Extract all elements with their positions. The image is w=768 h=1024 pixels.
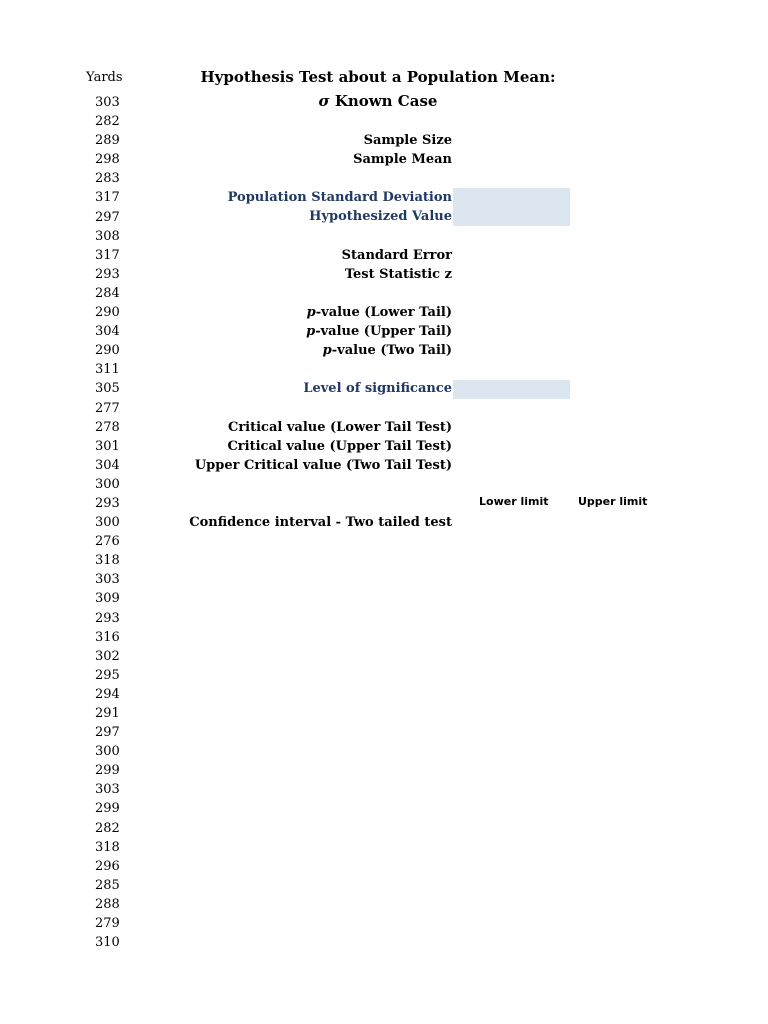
critical-upper-label: Critical value (Upper Tail Test) xyxy=(227,439,452,454)
subtitle-text: Known Case xyxy=(329,92,438,110)
page-subtitle xyxy=(160,92,596,110)
yards-value: 293 xyxy=(95,610,120,626)
confidence-interval-label: Confidence interval - Two tailed test xyxy=(189,515,452,530)
yards-value: 304 xyxy=(95,457,120,473)
sigma-symbol: σ xyxy=(318,92,330,110)
yards-value: 309 xyxy=(95,591,120,607)
yards-value: 304 xyxy=(95,324,120,340)
yards-value: 316 xyxy=(95,629,120,645)
yards-value: 317 xyxy=(95,190,120,206)
yards-value: 295 xyxy=(95,667,120,683)
critical-two-upper-label: Upper Critical value (Two Tail Test) xyxy=(194,458,452,473)
yards-value: 290 xyxy=(95,305,120,321)
yards-value: 303 xyxy=(95,95,120,110)
yards-value: 299 xyxy=(95,801,120,817)
standard-error-label: Standard Error xyxy=(341,248,452,263)
yards-value: 289 xyxy=(95,133,120,149)
yards-value: 305 xyxy=(95,381,120,397)
yards-value: 291 xyxy=(95,706,120,721)
yards-value: 290 xyxy=(95,343,120,359)
critical-lower-label: Critical value (Lower Tail Test) xyxy=(227,420,452,435)
p-value-two-label xyxy=(323,341,452,360)
yards-value: 284 xyxy=(95,285,120,301)
level-of-significance-label: Level of significance xyxy=(303,381,452,396)
yards-value: 293 xyxy=(95,266,120,282)
p-italic: p xyxy=(306,324,316,339)
yards-value: 302 xyxy=(95,648,120,664)
yards-value: 277 xyxy=(95,400,120,416)
yards-value: 301 xyxy=(95,438,120,454)
hypothesized-value-label: Hypothesized Value xyxy=(309,209,452,224)
yards-value: 297 xyxy=(95,209,120,225)
yards-value: 296 xyxy=(95,858,120,874)
yards-value: 318 xyxy=(95,839,120,855)
yards-value: 308 xyxy=(95,228,120,244)
yards-value: 318 xyxy=(95,553,120,569)
page-title: Hypothesis Test about a Population Mean: xyxy=(200,68,556,86)
yards-value: 311 xyxy=(95,362,120,378)
upper-limit-header: Upper limit xyxy=(578,495,648,508)
p-value-upper-label xyxy=(306,322,452,341)
lower-limit-header: Lower limit xyxy=(479,495,549,508)
yards-value: 297 xyxy=(95,725,120,741)
p-value-lower-text: -value (Lower Tail) xyxy=(315,305,452,320)
yards-value: 303 xyxy=(95,572,120,588)
sample-size-label: Sample Size xyxy=(363,133,452,148)
population-std-dev-label: Population Standard Deviation xyxy=(227,190,452,205)
yards-data-list xyxy=(95,93,120,952)
test-statistic-label: Test Statistic z xyxy=(344,267,452,282)
yards-value: 299 xyxy=(95,763,120,779)
p-italic: p xyxy=(306,305,316,320)
yards-value: 294 xyxy=(95,686,120,702)
yards-value: 283 xyxy=(95,171,120,187)
yards-value: 288 xyxy=(95,896,120,912)
yards-value: 293 xyxy=(95,495,120,511)
yards-value: 298 xyxy=(95,152,120,168)
yards-value: 300 xyxy=(95,744,120,760)
level-of-significance-input-cell[interactable] xyxy=(453,380,570,399)
yards-value: 303 xyxy=(95,782,120,798)
population-std-dev-input-cells[interactable] xyxy=(453,188,570,226)
yards-value: 276 xyxy=(95,534,120,550)
yards-value: 282 xyxy=(95,820,120,836)
yards-value: 285 xyxy=(95,877,120,893)
sample-mean-label: Sample Mean xyxy=(353,152,452,167)
yards-value: 300 xyxy=(95,515,120,531)
p-value-lower-label xyxy=(307,303,452,322)
p-italic: p xyxy=(322,343,332,358)
yards-value: 278 xyxy=(95,419,120,435)
yards-value: 282 xyxy=(95,114,120,130)
yards-column-header: Yards xyxy=(86,70,123,85)
yards-value: 317 xyxy=(95,247,120,263)
yards-value: 300 xyxy=(95,476,120,492)
yards-value: 310 xyxy=(95,935,120,951)
yards-value: 279 xyxy=(95,916,120,932)
p-value-upper-text: -value (Upper Tail) xyxy=(315,324,452,339)
p-value-two-text: -value (Two Tail) xyxy=(331,343,452,358)
